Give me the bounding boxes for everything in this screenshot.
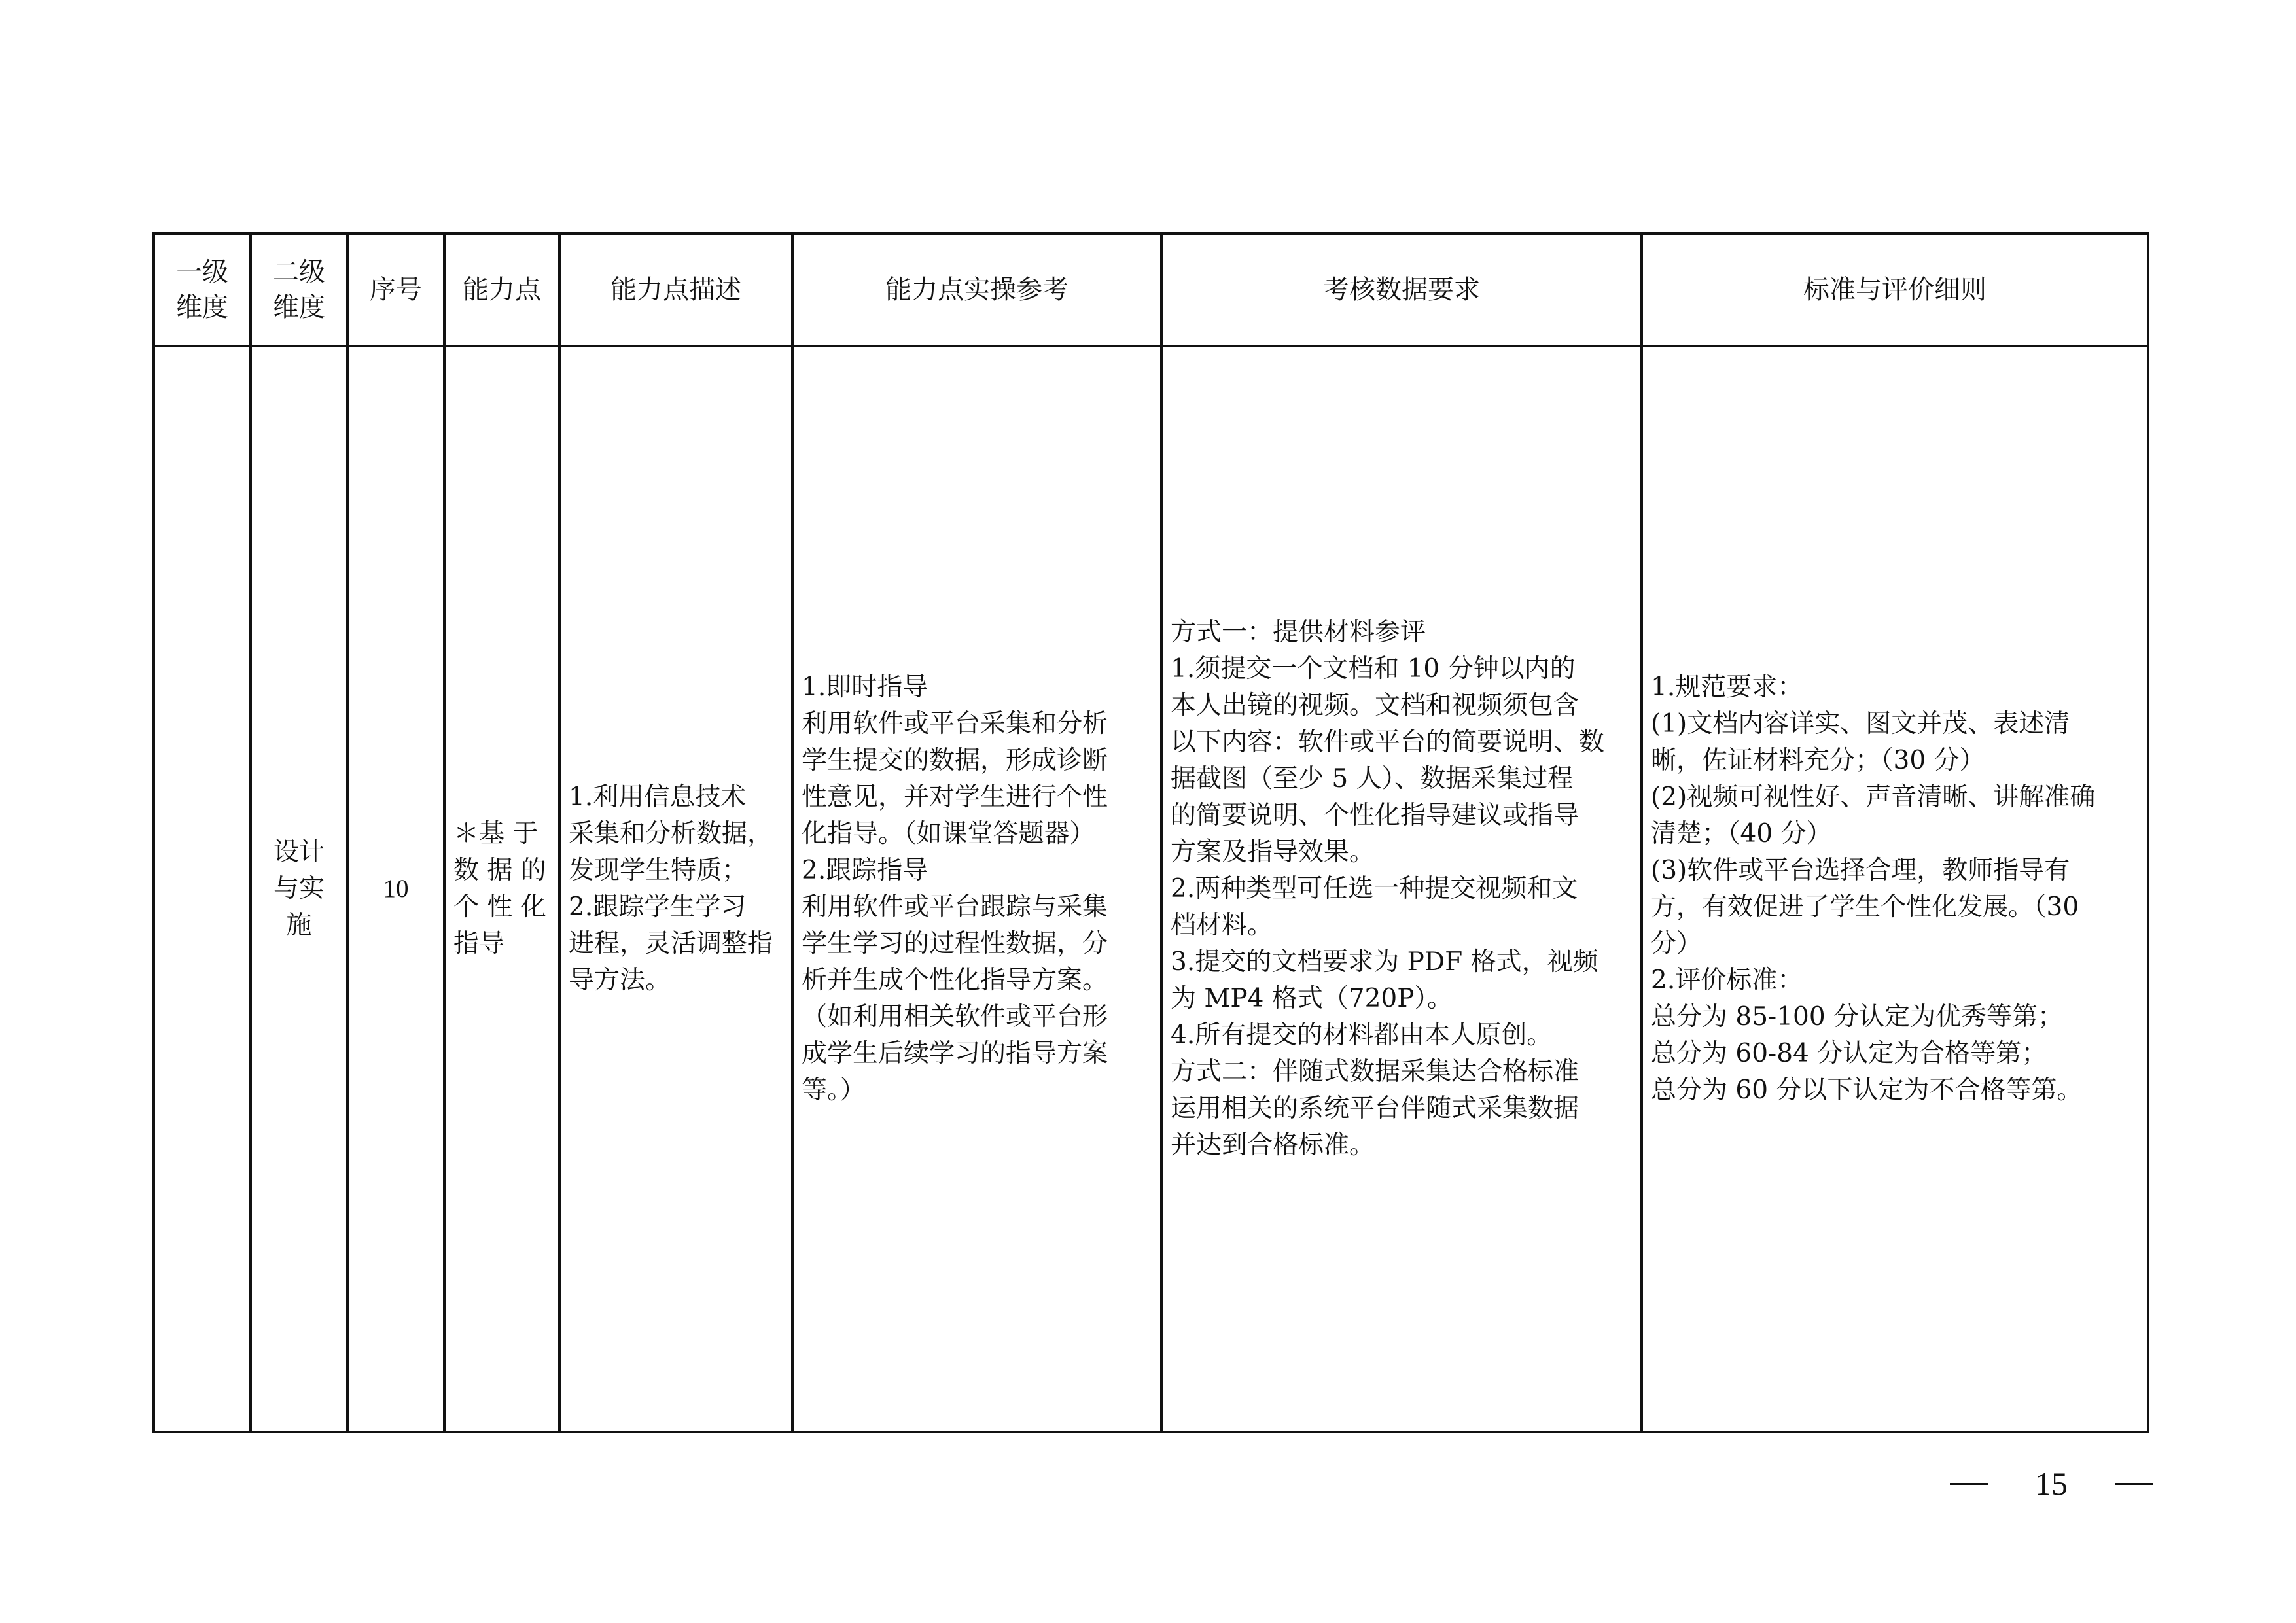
cell-line: 方案及指导效果。 [1171, 837, 1375, 867]
cell-line: (1)文档内容详实、图文并茂、表述清 [1651, 709, 2070, 739]
cell-level2-dimension [251, 346, 347, 1432]
dash-decoration [1950, 1483, 1988, 1485]
cell-text: 施 [286, 911, 312, 940]
cell-evaluation-criteria [1642, 346, 2148, 1432]
header-text: 一级 [176, 257, 228, 287]
header-level2-dimension [251, 234, 347, 346]
header-text: 维度 [273, 292, 325, 323]
header-text: 二级 [273, 257, 325, 287]
table-row [154, 346, 2148, 1432]
header-level1-dimension [154, 234, 251, 346]
cell-line: 成学生后续学习的指导方案 [802, 1039, 1108, 1068]
table-header-row [154, 234, 2148, 346]
page-number: 15 [2035, 1465, 2068, 1502]
cell-line: 指导 [453, 929, 505, 958]
cell-line: 方式一：提供材料参评 [1171, 618, 1426, 647]
cell-line: 发现学生特质； [569, 856, 748, 885]
header-number: 序号 [347, 234, 444, 346]
cell-line: 1.利用信息技术 [569, 782, 747, 812]
cell-line: (2)视频可视性好、声音清晰、讲解准确 [1651, 782, 2096, 812]
header-ability-point: 能力点 [444, 234, 559, 346]
cell-line: 据截图（至少 5 人）、数据采集过程 [1171, 764, 1574, 794]
cell-line: 的简要说明、个性化指导建议或指导 [1171, 801, 1580, 830]
cell-line: 以下内容：软件或平台的简要说明、数 [1171, 727, 1605, 757]
cell-line: 方，有效促进了学生个性化发展。（30 [1651, 892, 2079, 922]
cell-line: 档材料。 [1171, 911, 1273, 940]
cell-line: 总分为 85-100 分认定为优秀等第； [1651, 1002, 2064, 1032]
cell-line: 1.即时指导 [802, 672, 928, 702]
cell-line: 4.所有提交的材料都由本人原创。 [1171, 1021, 1553, 1050]
cell-line: ＊基 于 [453, 819, 539, 848]
cell-text: 与实 [273, 874, 325, 903]
cell-line: 采集和分析数据， [569, 819, 773, 848]
cell-line: 学生学习的过程性数据，分 [802, 929, 1108, 958]
cell-line: 本人出镜的视频。文档和视频须包含 [1171, 691, 1580, 720]
cell-line: 析并生成个性化指导方案。 [802, 966, 1108, 995]
page-number-footer [1950, 1461, 2153, 1507]
cell-level1-dimension [154, 346, 251, 1432]
cell-line: 清楚；（40 分） [1651, 819, 1832, 848]
cell-line: 晰，佐证材料充分；（30 分） [1651, 746, 1985, 775]
cell-line: 3.提交的文档要求为 PDF 格式，视频 [1171, 947, 1598, 977]
cell-line: 性意见，并对学生进行个性 [802, 782, 1108, 812]
cell-line: 并达到合格标准。 [1171, 1130, 1375, 1160]
cell-line: 2.跟踪指导 [802, 856, 928, 885]
dash-decoration [2115, 1483, 2153, 1485]
cell-line: 利用软件或平台采集和分析 [802, 709, 1108, 739]
cell-line: 化指导。（如课堂答题器） [802, 819, 1095, 848]
cell-line: 2.评价标准： [1651, 966, 1803, 995]
cell-line: 进程，灵活调整指 [569, 929, 773, 958]
header-data-requirements: 考核数据要求 [1161, 234, 1642, 346]
cell-line: 个 性 化 [453, 892, 546, 922]
cell-ability-point [444, 346, 559, 1432]
cell-practice-reference [792, 346, 1161, 1432]
cell-text: 设计 [273, 837, 325, 867]
cell-line: 利用软件或平台跟踪与采集 [802, 892, 1108, 922]
cell-line: 数 据 的 [453, 856, 546, 885]
cell-line: 1.须提交一个文档和 10 分钟以内的 [1171, 654, 1576, 684]
cell-line: 为 MP4 格式（720P）。 [1171, 984, 1453, 1013]
cell-line: （如利用相关软件或平台形 [802, 1002, 1108, 1032]
cell-line: 学生提交的数据，形成诊断 [802, 746, 1108, 775]
cell-line: 2.跟踪学生学习 [569, 892, 747, 922]
assessment-table [152, 232, 2149, 1433]
cell-data-requirements [1161, 346, 1642, 1432]
cell-line: 2.两种类型可任选一种提交视频和文 [1171, 874, 1578, 903]
cell-line: 运用相关的系统平台伴随式采集数据 [1171, 1094, 1580, 1123]
cell-line: 方式二：伴随式数据采集达合格标准 [1171, 1057, 1580, 1087]
cell-line: 1.规范要求： [1651, 672, 1803, 702]
cell-ability-description [559, 346, 792, 1432]
cell-line: 等。） [802, 1075, 866, 1105]
cell-line: 分） [1651, 929, 1703, 958]
header-practice-reference: 能力点实操参考 [792, 234, 1161, 346]
header-ability-description: 能力点描述 [559, 234, 792, 346]
cell-line: (3)软件或平台选择合理，教师指导有 [1651, 856, 2070, 885]
header-evaluation-criteria: 标准与评价细则 [1642, 234, 2148, 346]
cell-line: 导方法。 [569, 966, 671, 995]
cell-number: 10 [347, 346, 444, 1432]
cell-line: 总分为 60 分以下认定为不合格等第。 [1651, 1075, 2083, 1105]
header-text: 维度 [176, 292, 228, 323]
cell-line: 总分为 60-84 分认定为合格等第； [1651, 1039, 2047, 1068]
